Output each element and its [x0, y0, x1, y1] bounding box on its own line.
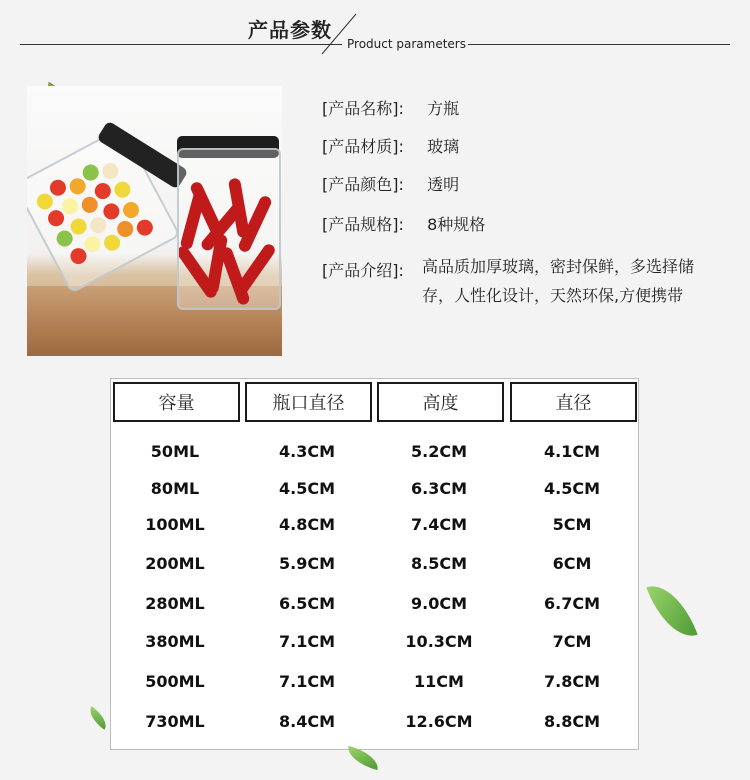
header-divider-left [20, 44, 342, 45]
table-cell: 7.8CM [543, 672, 600, 691]
spec-material-row [322, 134, 459, 157]
table-cell: 8.8CM [543, 712, 600, 731]
spec-label: [产品规格]: [322, 215, 404, 234]
spec-value: 8种规格 [427, 215, 486, 234]
table-cell: 5.2CM [410, 442, 467, 461]
table-cell: 380ML [145, 632, 205, 651]
table-cell: 7.1CM [278, 632, 335, 651]
table-cell: 200ML [145, 554, 205, 573]
table-cell: 6.7CM [543, 594, 600, 613]
table-cell: 4.8CM [278, 515, 335, 534]
spec-color-row [322, 172, 459, 195]
table-cell: 4.3CM [278, 442, 335, 461]
table-cell: 4.1CM [543, 442, 600, 461]
leaf-decoration-icon [646, 576, 697, 645]
column-header: 瓶口直径 [245, 382, 372, 422]
leaf-decoration-icon [85, 706, 112, 730]
table-cell: 730ML [145, 712, 205, 731]
size-table [110, 378, 639, 750]
table-cell: 11CM [414, 672, 464, 691]
table-cell: 7CM [552, 632, 592, 651]
table-cell: 8.4CM [278, 712, 335, 731]
spec-label: [产品材质]: [322, 137, 404, 156]
table-cell: 5CM [552, 515, 592, 534]
section-subtitle: Product parameters [347, 37, 466, 51]
spec-label: [产品介绍]: [322, 261, 404, 280]
table-cell: 7.4CM [410, 515, 467, 534]
column-header: 容量 [113, 382, 240, 422]
table-cell: 9.0CM [410, 594, 467, 613]
table-cell: 12.6CM [405, 712, 473, 731]
table-cell: 6CM [552, 554, 592, 573]
spec-intro-text: 高品质加厚玻璃，密封保鲜，多选择储存，人性化设计，天然环保,方便携带 [422, 257, 695, 305]
header-divider-right [468, 44, 730, 45]
table-cell: 50ML [150, 442, 200, 461]
column-header: 高度 [377, 382, 504, 422]
section-header [0, 0, 750, 60]
spec-name-row [322, 96, 459, 119]
spec-value: 方瓶 [427, 99, 460, 118]
spec-intro-row [322, 258, 722, 310]
section-title: 产品参数 [248, 18, 332, 42]
table-cell: 4.5CM [543, 479, 600, 498]
spec-label: [产品名称]: [322, 99, 404, 118]
product-photo [27, 86, 282, 356]
spec-size-row [322, 212, 485, 235]
table-cell: 500ML [145, 672, 205, 691]
table-cell: 5.9CM [278, 554, 335, 573]
table-cell: 6.5CM [278, 594, 335, 613]
table-cell: 280ML [145, 594, 205, 613]
table-cell: 10.3CM [405, 632, 473, 651]
spec-label: [产品颜色]: [322, 175, 404, 194]
table-cell: 7.1CM [278, 672, 335, 691]
column-header: 直径 [510, 382, 637, 422]
spec-value: 玻璃 [427, 137, 460, 156]
table-cell: 100ML [145, 515, 205, 534]
table-cell: 8.5CM [410, 554, 467, 573]
chili-jar [177, 148, 281, 310]
spec-value: 透明 [427, 175, 460, 194]
table-cell: 4.5CM [278, 479, 335, 498]
table-cell: 80ML [150, 479, 200, 498]
table-cell: 6.3CM [410, 479, 467, 498]
